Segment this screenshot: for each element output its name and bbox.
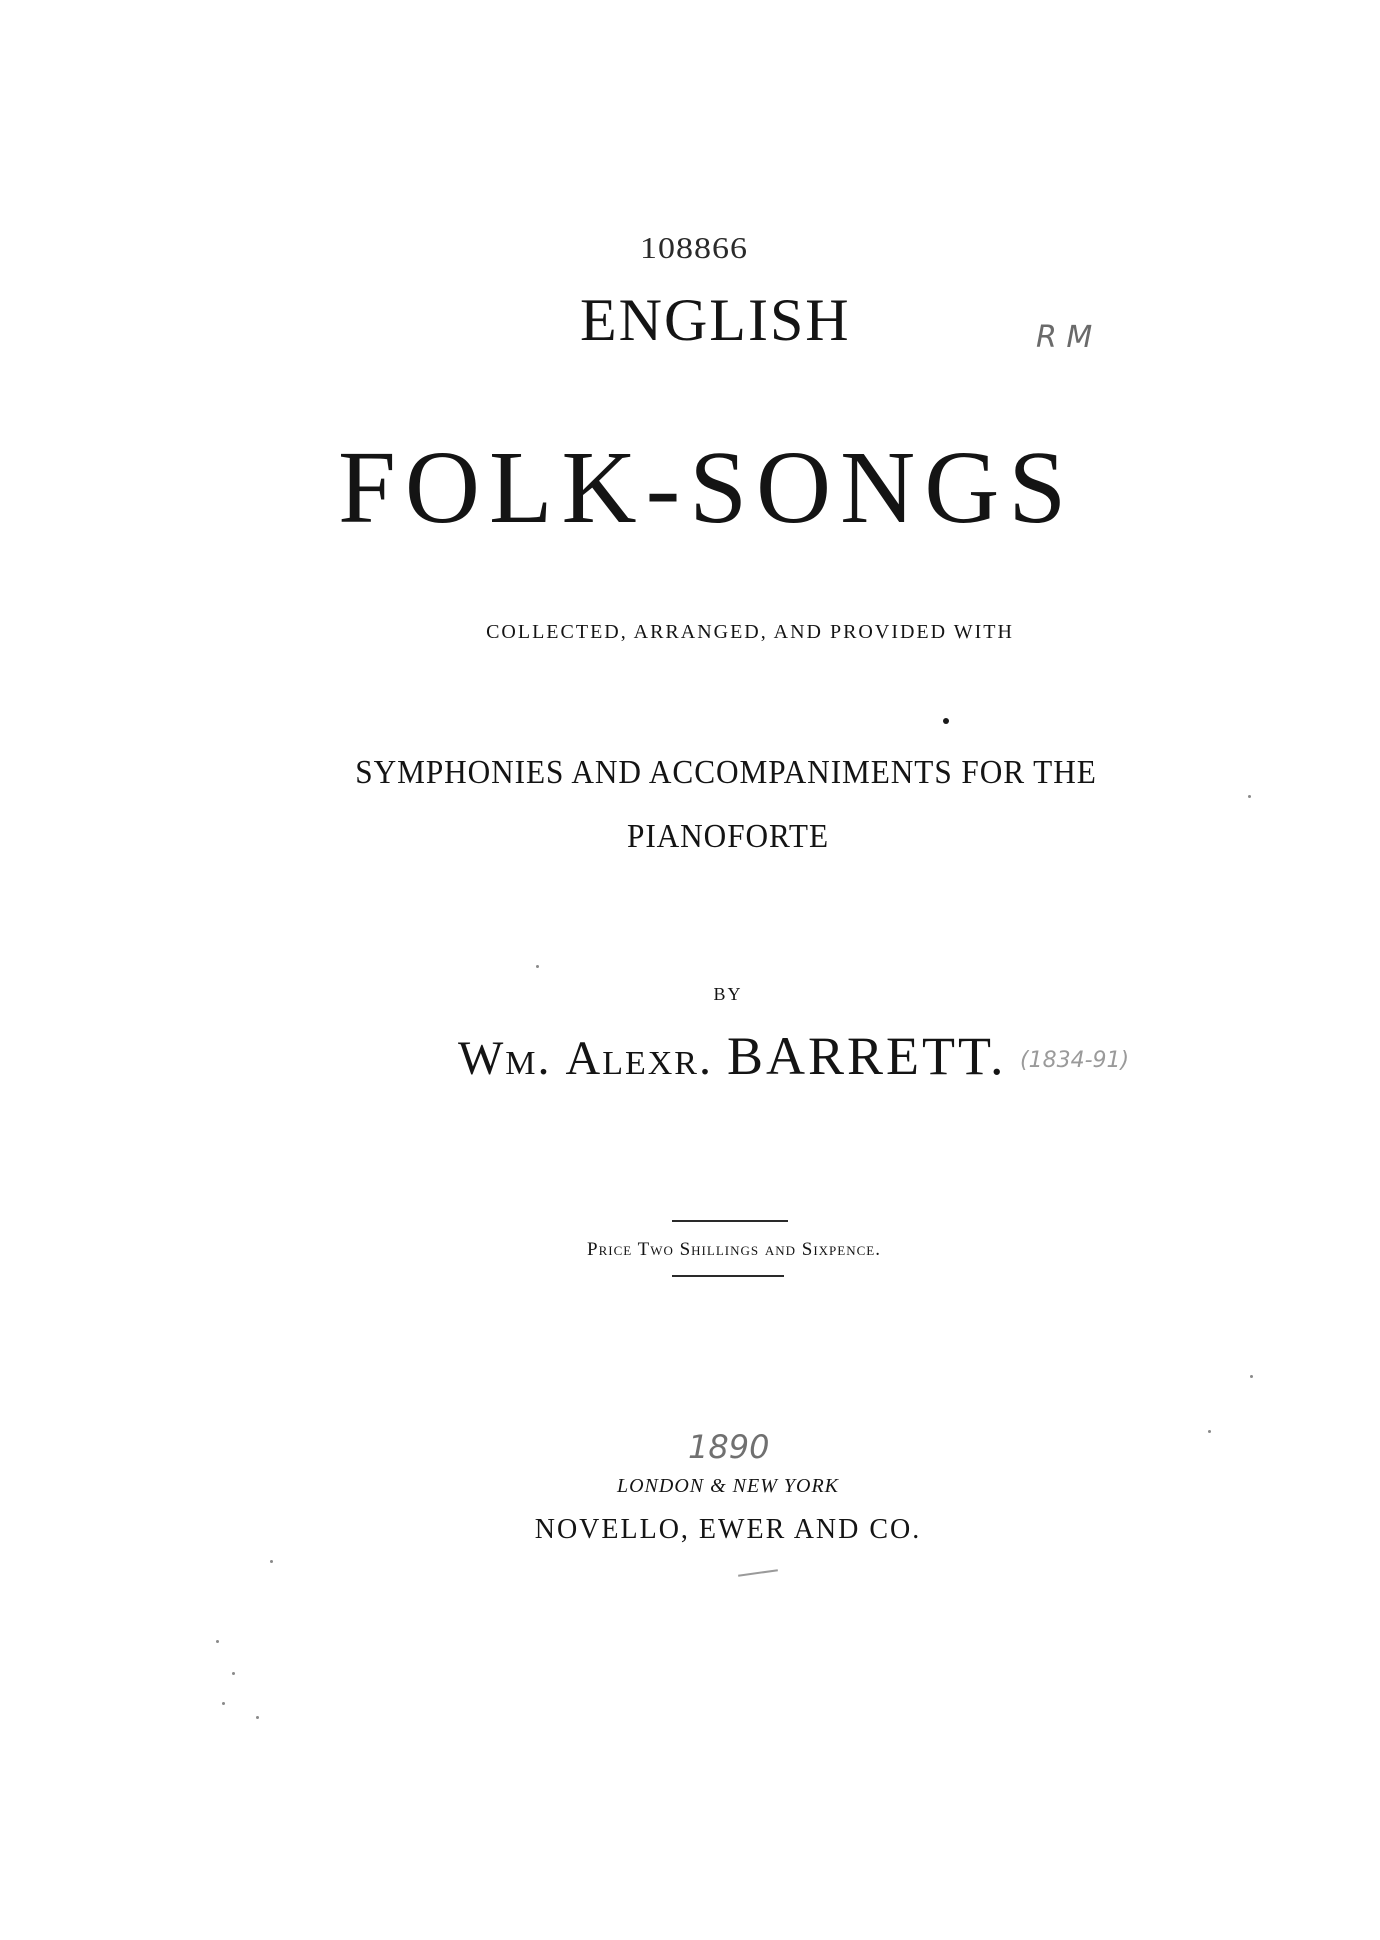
byline-by: BY (713, 984, 743, 1004)
author-surname: BARRETT. (726, 1026, 1007, 1086)
subtitle-line-3: PIANOFORTE (627, 818, 829, 855)
handwritten-dates: (1834-91) (1020, 1048, 1130, 1073)
paper-speck (256, 1716, 259, 1719)
author-middle: Alexr. (565, 1032, 713, 1085)
paper-speck (1248, 795, 1251, 798)
author-name (458, 1025, 1006, 1087)
paper-speck (222, 1702, 225, 1705)
handwritten-year: 1890 (688, 1428, 770, 1466)
paper-speck (1208, 1430, 1211, 1433)
handwritten-initials: R M (1036, 320, 1093, 355)
subtitle-line-2: SYMPHONIES AND ACCOMPANIMENTS FOR THE (355, 754, 1097, 791)
imprint-place: LONDON & NEW YORK (616, 1475, 840, 1497)
paper-speck (270, 1560, 273, 1563)
title-line-1: ENGLISH (580, 287, 851, 353)
pencil-mark (738, 1569, 778, 1577)
title-line-2: FOLK-SONGS (338, 430, 1076, 545)
accession-number: 108866 (640, 231, 748, 266)
price-rule-top (672, 1220, 788, 1222)
ink-dot (943, 718, 949, 724)
paper-speck (232, 1672, 235, 1675)
paper-speck (1250, 1375, 1253, 1378)
price-rule-bottom (672, 1275, 784, 1277)
price-line: Price Two Shillings and Sixpence. (587, 1239, 881, 1260)
author-first: Wm. (458, 1032, 552, 1085)
paper-speck (536, 965, 539, 968)
imprint-publisher: NOVELLO, EWER AND CO. (534, 1514, 922, 1545)
paper-speck (216, 1640, 219, 1643)
subtitle-line-1: COLLECTED, ARRANGED, AND PROVIDED WITH (486, 621, 1014, 643)
